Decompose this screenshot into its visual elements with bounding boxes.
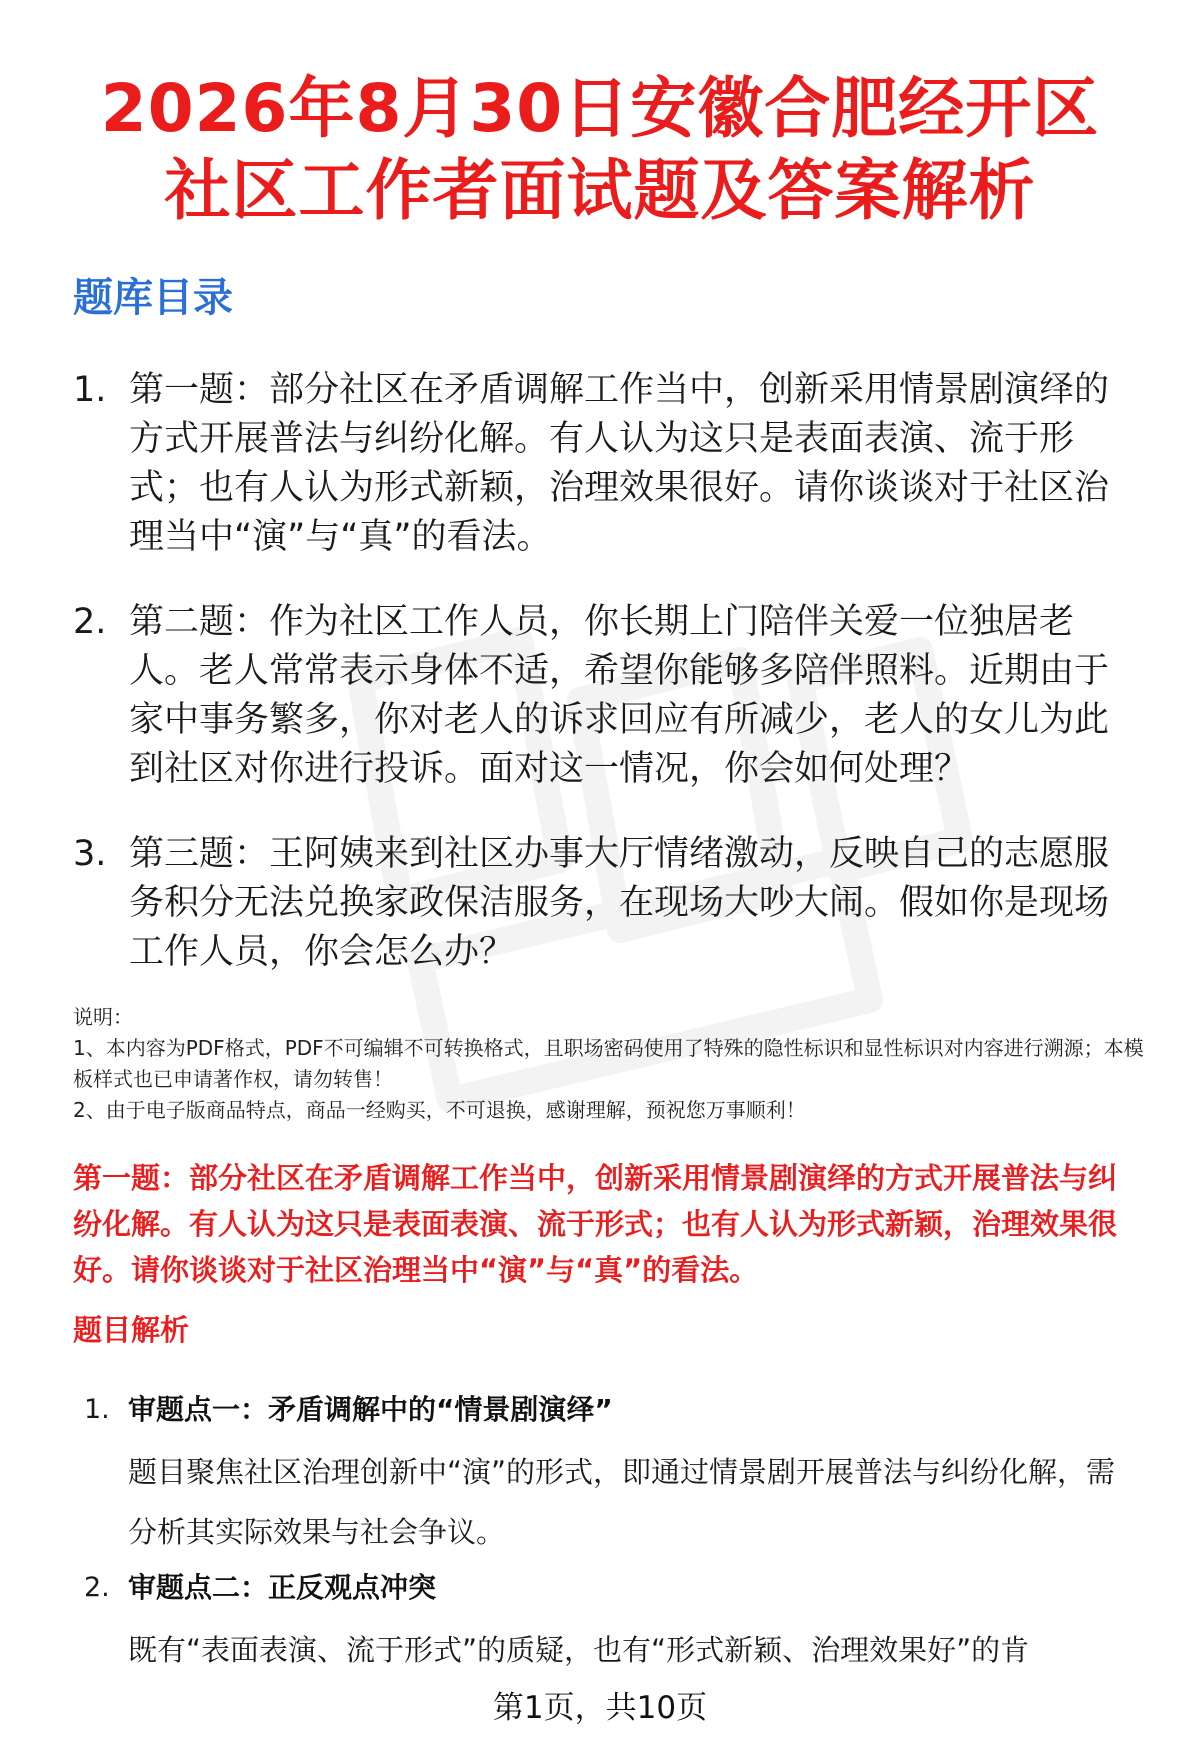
document-title: 2026年8月30日安徽合肥经开区社区工作者面试题及答案解析 bbox=[100, 70, 1100, 229]
notes-line-1: 1、本内容为PDF格式，PDF不可编辑不可转换格式，且职场密码使用了特殊的隐性标识和显性标识对内容进行溯源；本模板样式也已申请著作权，请勿转售！ bbox=[73, 1036, 1144, 1091]
analysis-heading: 题目解析 bbox=[73, 1313, 190, 1347]
analysis-point-number: 1. bbox=[84, 1394, 110, 1425]
question-text: 第二题：作为社区工作人员，你长期上门陪伴关爱一位独居老人。老人常常表示身体不适，希望你能够多陪伴照料。近期由于家中事务繁多，你对老人的诉求回应有所减少，老人的女儿为此到社区对你进行投诉。面对这一情况，你会如何处理？ bbox=[129, 602, 1110, 789]
question-item-2 bbox=[73, 598, 1133, 794]
analysis-point-body: 既有“表面表演、流于形式”的质疑，也有“形式新颖、治理效果好”的肯 bbox=[128, 1633, 1030, 1667]
question-number: 2. bbox=[73, 602, 107, 642]
question-item-3 bbox=[73, 830, 1133, 977]
analysis-point-1 bbox=[84, 1390, 1144, 1562]
analysis-list bbox=[84, 1390, 1144, 1686]
question-1-heading: 第一题：部分社区在矛盾调解工作当中，创新采用情景剧演绎的方式开展普法与纠纷化解。有人认为这只是表面表演、流于形式；也有人认为形式新颖，治理效果很好。请你谈谈对于社区治理当中“演”与“真”的看法。 bbox=[73, 1161, 1118, 1287]
page-footer: 第1页，共10页 bbox=[492, 1690, 708, 1726]
analysis-point-2 bbox=[84, 1568, 1144, 1680]
analysis-point-body: 题目聚焦社区治理创新中“演”的形式，即通过情景剧开展普法与纠纷化解，需分析其实际效果与社会争议。 bbox=[128, 1455, 1116, 1549]
notes-label: 说明： bbox=[73, 1005, 133, 1029]
notes-block bbox=[73, 1002, 1153, 1126]
question-text: 第三题：王阿姨来到社区办事大厅情绪激动，反映自己的志愿服务积分无法兑换家政保洁服务，在现场大吵大闹。假如你是现场工作人员，你会怎么办？ bbox=[129, 834, 1110, 972]
question-text: 第一题：部分社区在矛盾调解工作当中，创新采用情景剧演绎的方式开展普法与纠纷化解。有人认为这只是表面表演、流于形式；也有人认为形式新颖，治理效果很好。请你谈谈对于社区治理当中“演”与“真”的看法。 bbox=[129, 370, 1110, 557]
question-number: 3. bbox=[73, 834, 107, 874]
analysis-point-heading: 审题点一：矛盾调解中的“情景剧演绎” bbox=[128, 1393, 613, 1426]
question-item-1 bbox=[73, 366, 1133, 562]
toc-heading: 题库目录 bbox=[73, 275, 233, 321]
analysis-point-number: 2. bbox=[84, 1572, 110, 1603]
question-list bbox=[73, 366, 1133, 1013]
analysis-point-heading: 审题点二：正反观点冲突 bbox=[128, 1571, 437, 1604]
question-number: 1. bbox=[73, 370, 107, 410]
notes-line-2: 2、由于电子版商品特点，商品一经购买，不可退换，感谢理解，预祝您万事顺利！ bbox=[73, 1098, 806, 1122]
